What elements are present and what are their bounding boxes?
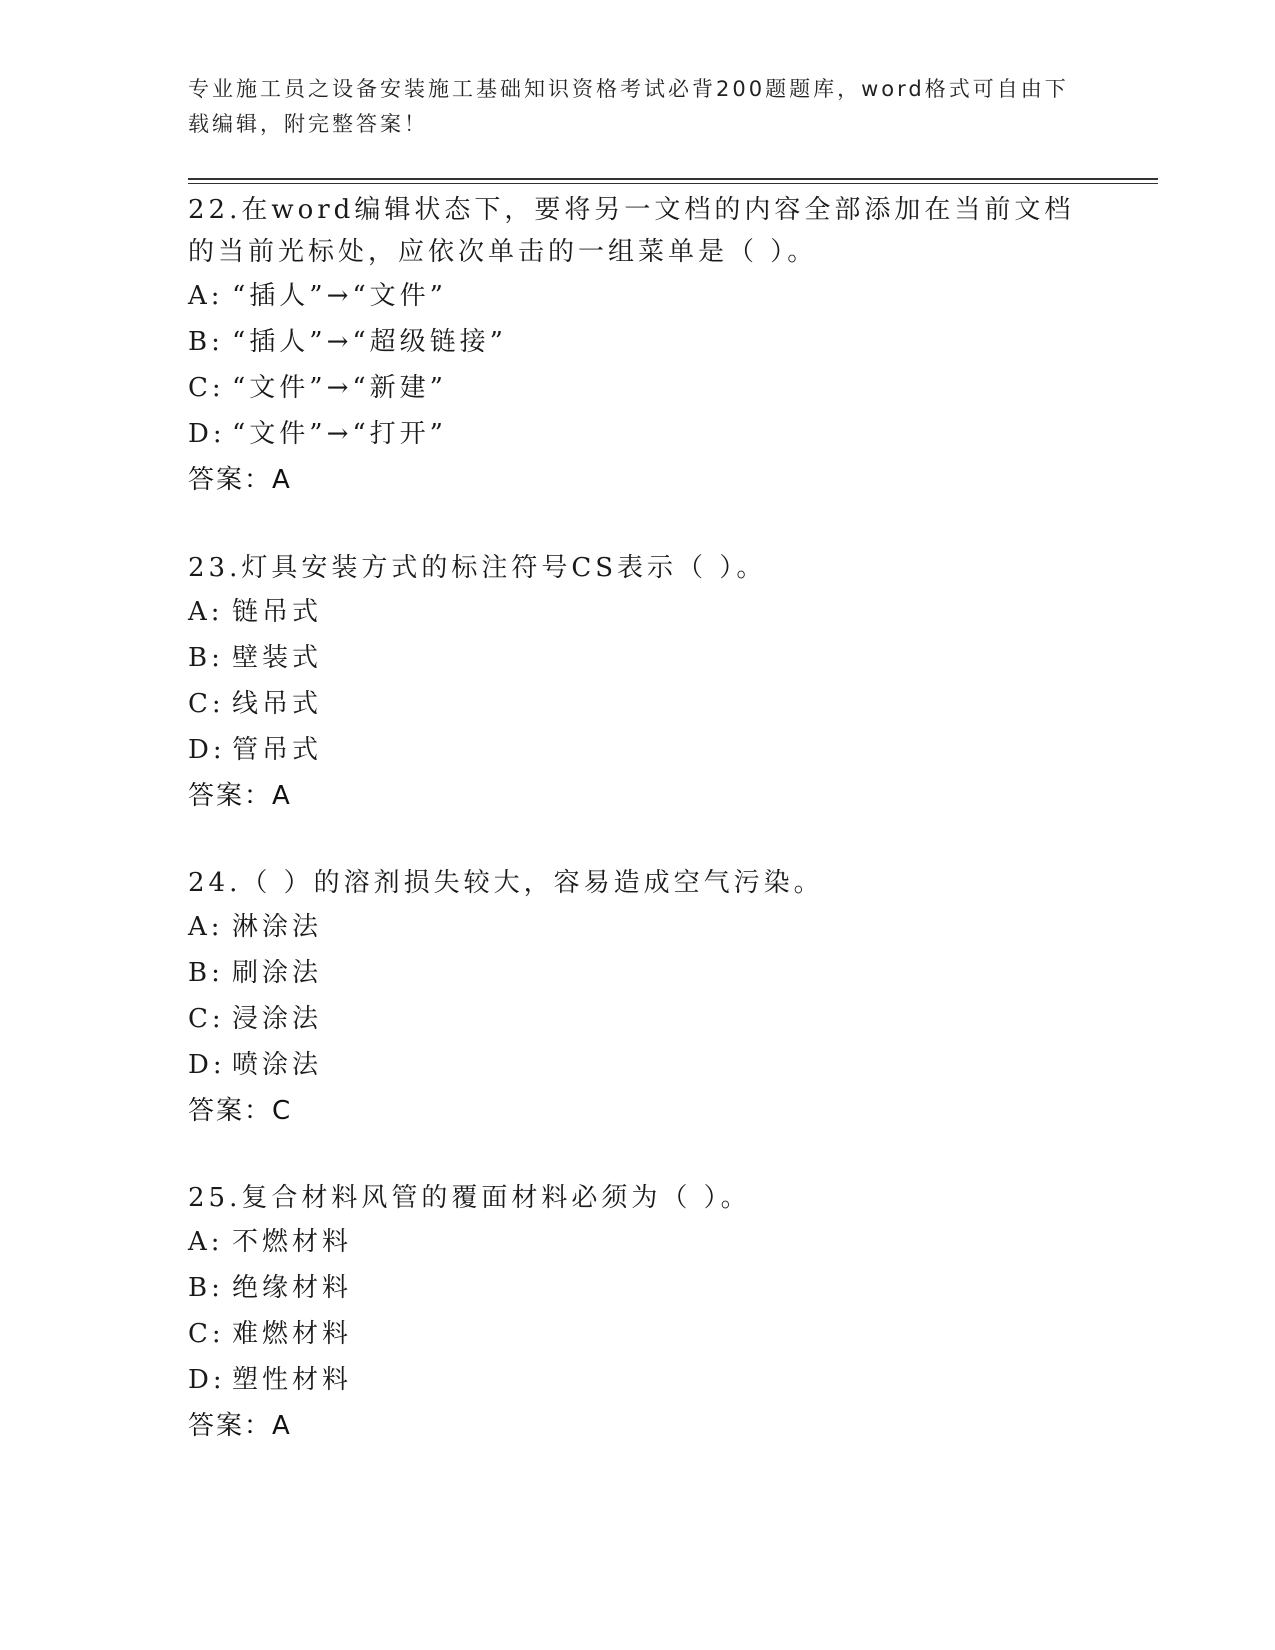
option-text: “文件”→“打开” [232, 419, 447, 449]
question-22 [188, 189, 1088, 503]
option-text: 不燃材料 [232, 1227, 353, 1257]
option-b [188, 1265, 1088, 1311]
option-a [188, 273, 1088, 319]
option-label: B: [188, 327, 224, 357]
option-label: C: [188, 689, 225, 719]
option-label: B: [188, 643, 224, 673]
option-label: A: [188, 281, 224, 311]
option-label: D: [188, 735, 226, 765]
option-text: 难燃材料 [232, 1319, 353, 1349]
answer: 答案：A [188, 781, 292, 811]
option-text: 链吊式 [232, 597, 323, 627]
answer: 答案：C [188, 1096, 293, 1126]
question-25 [188, 1177, 1088, 1449]
option-d [188, 411, 1088, 457]
option-label: D: [188, 1050, 226, 1080]
question-stem: 24.（ ）的溶剂损失较大，容易造成空气污染。 [188, 868, 824, 898]
option-c [188, 681, 1088, 727]
option-label: C: [188, 1319, 225, 1349]
option-text: 壁装式 [232, 643, 323, 673]
option-c [188, 1311, 1088, 1357]
option-a [188, 904, 1088, 950]
header-divider-thick [188, 178, 1158, 180]
option-label: A: [188, 597, 224, 627]
option-label: B: [188, 958, 224, 988]
option-text: 淋涂法 [232, 912, 323, 942]
answer: 答案：A [188, 465, 292, 495]
option-b [188, 635, 1088, 681]
option-d [188, 1357, 1088, 1403]
question-23 [188, 547, 1088, 819]
option-text: “插人”→“超级链接” [232, 327, 507, 357]
option-text: “文件”→“新建” [232, 373, 447, 403]
option-text: 绝缘材料 [232, 1273, 353, 1303]
document-header: 专业施工员之设备安装施工基础知识资格考试必背200题题库，word格式可自由下载编辑，附完整答案！ [188, 77, 1069, 136]
option-text: 塑性材料 [232, 1365, 353, 1395]
option-label: C: [188, 1004, 225, 1034]
option-text: 管吊式 [232, 735, 323, 765]
header-divider-thin [188, 183, 1158, 184]
option-d [188, 727, 1088, 773]
option-text: 线吊式 [232, 689, 323, 719]
question-stem: 25.复合材料风管的覆面材料必须为（ ）。 [188, 1183, 751, 1213]
option-d [188, 1042, 1088, 1088]
option-label: D: [188, 1365, 226, 1395]
question-stem: 23.灯具安装方式的标注符号CS表示（ ）。 [188, 553, 767, 583]
question-24 [188, 862, 1088, 1134]
option-text: “插人”→“文件” [232, 281, 447, 311]
option-b [188, 950, 1088, 996]
answer: 答案：A [188, 1411, 292, 1441]
option-a [188, 1219, 1088, 1265]
option-label: B: [188, 1273, 224, 1303]
option-b [188, 319, 1088, 365]
option-label: A: [188, 1227, 224, 1257]
option-label: D: [188, 419, 226, 449]
option-c [188, 996, 1088, 1042]
option-label: C: [188, 373, 225, 403]
option-text: 喷涂法 [232, 1050, 323, 1080]
option-a [188, 589, 1088, 635]
option-c [188, 365, 1088, 411]
option-label: A: [188, 912, 224, 942]
option-text: 刷涂法 [232, 958, 323, 988]
option-text: 浸涂法 [232, 1004, 323, 1034]
question-stem: 22.在word编辑状态下，要将另一文档的内容全部添加在当前文档的当前光标处，应依次单击的一组菜单是（ ）。 [188, 195, 1075, 267]
